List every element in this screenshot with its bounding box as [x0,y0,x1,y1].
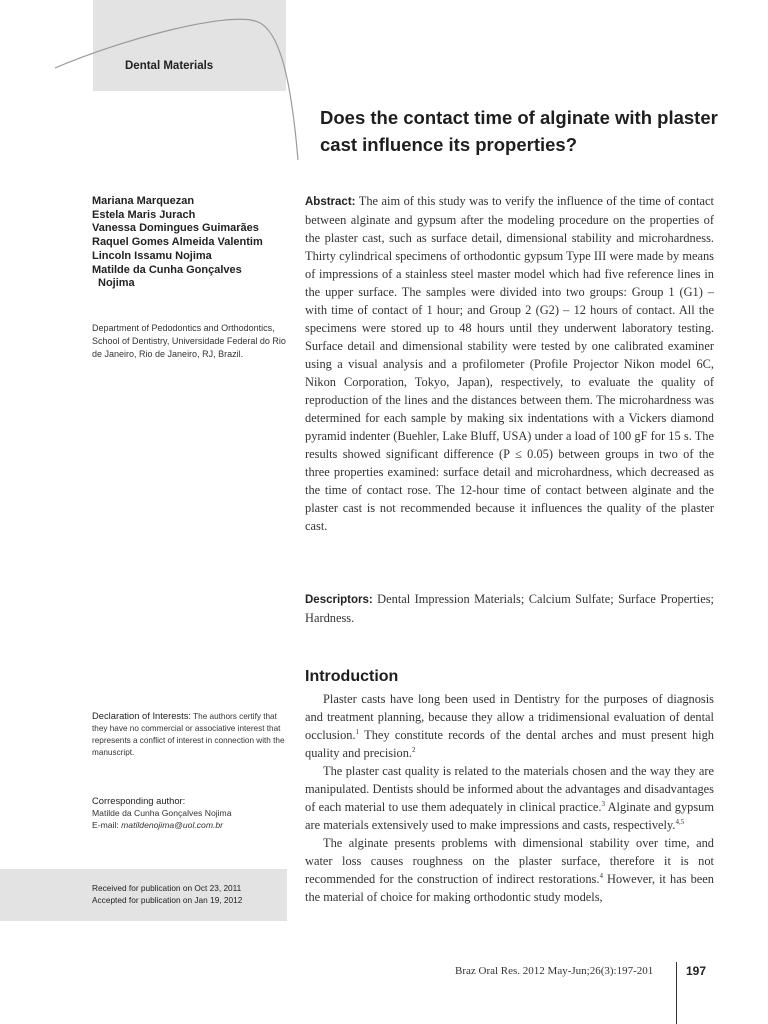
corresponding-author [92,795,292,831]
accepted-date: Accepted for publication on Jan 19, 2012 [92,895,243,905]
journal-citation: Braz Oral Res. 2012 May-Jun;26(3):197-201 [455,965,654,977]
declaration-label: Declaration of Interests: [92,710,192,721]
footer-divider [676,962,677,1024]
affiliation: Department of Pedodontics and Orthodontics, School of Dentistry, Universidade Federal do Rio de Janeiro, Rio de Janeiro, RJ, Brazil. [92,323,286,360]
article-title: Does the contact time of alginate with plaster cast influence its properties? [320,107,718,155]
author-name: Raquel Gomes Almeida Valentim [92,236,263,249]
author-name: Vanessa Domingues Guimarães [92,222,259,235]
publication-dates [92,882,287,906]
author-name: Lincoln Issamu Nojima [92,249,212,262]
reference-marker: 4 [599,871,603,880]
author-list [92,195,292,291]
corresponding-name: Matilde da Cunha Gonçalves Nojima [92,808,232,818]
descriptors-text: Dental Impression Materials; Calcium Sulfate; Surface Properties; Hardness. [305,592,714,625]
author-name: Matilde da Cunha Gonçalves [92,263,242,276]
reference-marker: 1 [355,727,360,736]
author-name: Mariana Marquezan [92,195,195,207]
paragraph: The plaster cast quality is related to the materials chosen and the way they are manipulated. Dentists should be informed about the advantages and disadvantages of each material to use them adequately in clinical practice.$^3$ Alginate and gypsum are materials extensively used to make impressions and casts, respectively.$^{4,5}$ [305,764,715,832]
abstract [305,192,714,535]
email-address[interactable]: matildenojima@uol.com.br [121,820,224,830]
declaration-text: The authors certify that they have no commercial or associative interest that represents a conflict of interest in connection with the manuscript. [92,712,285,757]
page-number: 197 [686,964,707,978]
header-decorative-curve [0,0,768,200]
descriptors [305,590,714,627]
corresponding-label: Corresponding author: [92,795,186,806]
reference-marker: 4,5 [675,817,685,826]
section-label: Dental Materials [125,60,214,72]
author-name: Estela Maris Jurach [92,208,196,221]
author-name: Nojima [98,277,135,290]
paragraph: The alginate presents problems with dimensional stability over time, and water loss causes roughness on the plaster surface, therefore it is not recommended for the construction of indirect restorations.$^4$ However, it has been the material of choice for making orthodontic study models, [305,836,714,904]
section-heading: Introduction [305,668,399,685]
reference-marker: 3 [601,799,605,808]
introduction-body [305,690,714,906]
abstract-label: Abstract: [305,196,356,208]
reference-marker: 2 [412,745,416,754]
abstract-text: The aim of this study was to verify the influence of the time of contact between alginate and gypsum after the modeling procedure on the properties of the plaster cast, such as surface detail, dimensional stability and microhardness. Thirty cylindrical specimens of orthodontic gypsum Type III were made by means of impressions of a stainless steel master model which had five reference lines in the upper surface. The samples were divided into two groups: Group 1 (G1) – with time of contact of 1 hour; and Group 2 (G2) – 12 hours of contact. All the specimens were stored up to 48 hours until they underwent laboratory testing. Surface detail and dimensional stability were tested by one calibrated examiner using a visual analysis and a profilometer (Profile Projector Nikon model 6C, Nikon Corporation, Tokyo, Japan), respectively, to evaluate the quality of reproduction of the lines and the distances between them. The microhardness was determined for each sample by making six indentations with a Vickers diamond pyramid indenter (Buehler, Lake Bluff, USA) under a load of 100 gF for 15 s. The results showed significant difference (P ≤ 0.05) between groups in two of the three properties examined: surface detail and microhardness, which decreased as the time of contact rose. The 12-hour time of contact between alginate and the plaster cast is not recommended because it influences the quality of the plaster cast. [305,194,714,533]
received-date: Received for publication on Oct 23, 2011 [92,883,242,893]
declaration-of-interests [92,710,292,759]
descriptors-label: Descriptors: [305,594,373,606]
paragraph: Plaster casts have long been used in Dentistry for the purposes of diagnosis and treatment planning, because they allow a tridimensional evaluation of dental occlusion.$^1$ They constitute records of the dental arches and must present high quality and precision.$^2$ [305,692,714,760]
email-label: E-mail: [92,820,119,830]
